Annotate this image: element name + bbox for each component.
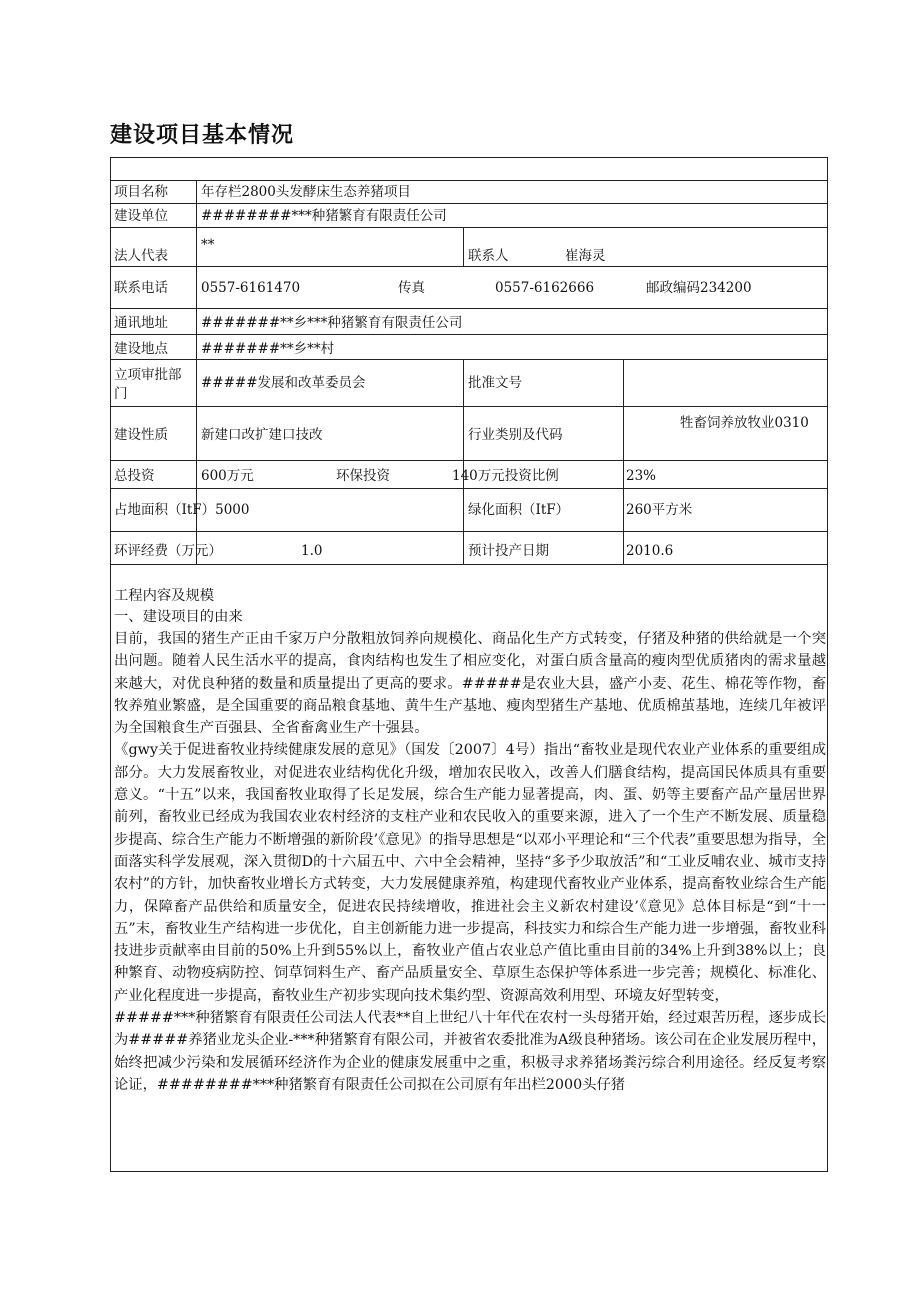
paragraph: 目前，我国的猪生产正由千家万户分散粗放饲养向规模化、商品化生产方式转变，仔猪及种猪的供给就是一个突出问题。随着人民生活水平的提高，食肉结构也发生了相应变化，对蛋白质含量高的瘦肉型优质猪肉的需求量越来越大，对优良种猪的数量和质量提出了更高的要求。#####是农业大县，盛产小麦、花生、棉花等作物，畜牧养殖业繁盛，是全国重要的商品粮食基地、黄牛生产基地、瘦肉型猪生产基地、优质棉茧基地，连续几年被评为全国粮食生产百强县、全省畜禽业生产十强县。 — [114, 631, 826, 737]
postcode-value: 邮政编码234200 — [646, 280, 752, 296]
paragraph: #####***种猪繁育有限责任公司法人代表**自上世纪八十年代在农村一头母猪开始，经过艰苦历程，逐步成长为#####养猪业龙头企业-***种猪繁育有限公司，并被省农委批准为A级良种猪场。该公司在企业发展历程中，始终把减少污染和发展循环经济作为企业的健康发展重中之重，积极寻求养猪场粪污综合利用途径。经反复考察论证，########***种猪繁育有限责任公司拟在公司原有年出栏2000头仔猪 — [114, 1010, 826, 1093]
green-value: 260平方米 — [626, 502, 693, 518]
industry-label: 行业类别及代码 — [468, 427, 563, 443]
row-divider — [110, 531, 828, 532]
legal-rep-value: ** — [201, 237, 215, 253]
address-value: #######**乡***种猪繁育有限责任公司 — [201, 315, 463, 331]
fax-value: 0557-6162666 — [495, 280, 595, 296]
section-subheading: 一、建设项目的由来 — [114, 609, 243, 625]
env-investment-label: 环保投资 — [336, 468, 390, 484]
site-label: 建设地点 — [114, 341, 168, 357]
section-heading: 工程内容及规模 — [114, 588, 215, 604]
investment-label: 总投资 — [114, 468, 155, 484]
phone-label: 联系电话 — [114, 280, 168, 296]
row-divider — [110, 227, 828, 228]
eia-fee-value: 1.0 — [301, 543, 323, 559]
unit-label: 建设单位 — [114, 208, 168, 224]
approval-dept-label-cont: 门 — [114, 386, 128, 402]
row-divider — [110, 180, 828, 181]
page-title: 建设项目基本情况 — [110, 123, 295, 148]
project-content — [114, 586, 826, 1096]
approval-dept-value: #####发展和改革委员会 — [201, 375, 366, 391]
green-label: 绿化面积（ItF） — [468, 502, 570, 518]
area-label: 占地面积（ItF）5000 — [114, 502, 250, 518]
site-value: #######**乡**村 — [201, 341, 335, 357]
env-investment-value: 140万元投资比例 — [452, 468, 559, 484]
contact-label: 联系人 — [468, 248, 509, 264]
fax-label: 传真 — [398, 280, 425, 296]
approval-no-label: 批准文号 — [468, 375, 522, 391]
investment-value: 600万元 — [201, 468, 254, 484]
row-divider — [110, 564, 828, 565]
legal-rep-label: 法人代表 — [114, 248, 168, 264]
col-divider — [463, 227, 464, 266]
col-divider — [463, 359, 464, 564]
row-divider — [110, 334, 828, 335]
operation-date-label: 预计投产日期 — [468, 543, 549, 559]
row-divider — [110, 488, 828, 489]
ratio-value: 23% — [626, 468, 657, 484]
address-label: 通讯地址 — [114, 315, 168, 331]
row-divider — [110, 308, 828, 309]
unit-value: ########***种猪繁育有限责任公司 — [201, 208, 447, 224]
row-divider — [110, 266, 828, 267]
project-name-label: 项目名称 — [114, 184, 168, 200]
phone-value: 0557-6161470 — [201, 280, 301, 296]
row-divider — [110, 359, 828, 360]
paragraph: 《gwy关于促进畜牧业持续健康发展的意见》（国发〔2007〕4号）指出“畜牧业是现代农业产业体系的重要组成部分。大力发展畜牧业，对促进农业结构优化升级，增加农民收入，改善人们膳食结构，提高国民体质具有重要意义。“十五”以来，我国畜牧业取得了长足发展，综合生产能力显著提高，肉、蛋、奶等主要畜产品产量居世界前列，畜牧业已经成为我国农业农村经济的支柱产业和农民收入的重要来源，进入了一个生产不断发展、质量稳步提高、综合生产能力不断增强的新阶段’《意见》的指导思想是“以邓小平理论和“三个代表”重要思想为指导，全面落实科学发展观，深入贯彻D的十六届五中、六中全会精神，坚持“多予少取放活”和“工业反哺农业、城市支持农村”的方针，加快畜牧业增长方式转变，大力发展健康养殖，构建现代畜牧业产业体系，提高畜牧业综合生产能力，保障畜产品供给和质量安全，促进农民持续增收，推进社会主义新农村建设’《意见》总体目标是“到“十一五”末，畜牧业生产结构进一步优化，自主创新能力进一步提高，科技实力和综合生产能力进一步增强，畜牧业科技进步贡献率由目前的50%上升到55%以上，畜牧业产值占农业总产值比重由目前的34%上升到38%以上；良种繁育、动物疫病防控、饲草饲料生产、畜产品质量安全、草原生态保护等体系进一步完善；规模化、标准化、产业化程度进一步提高，畜牧业生产初步实现向技术集约型、资源高效利用型、环境友好型转变， — [114, 742, 826, 1004]
operation-date-value: 2010.6 — [626, 543, 674, 559]
nature-label: 建设性质 — [114, 427, 168, 443]
row-divider — [110, 460, 828, 461]
approval-dept-label: 立项审批部 — [114, 367, 182, 383]
row-divider — [110, 406, 828, 407]
contact-value: 崔海灵 — [565, 248, 606, 264]
industry-value: 牲畜饲养放牧业0310 — [680, 415, 809, 431]
eia-fee-label: 环评经费（万元） — [114, 543, 222, 559]
project-name-value: 年存栏2800头发酵床生态养猪项目 — [201, 184, 411, 200]
col-divider — [623, 359, 624, 564]
nature-value: 新建口改扩建口技改 — [201, 427, 323, 443]
row-divider — [110, 203, 828, 204]
